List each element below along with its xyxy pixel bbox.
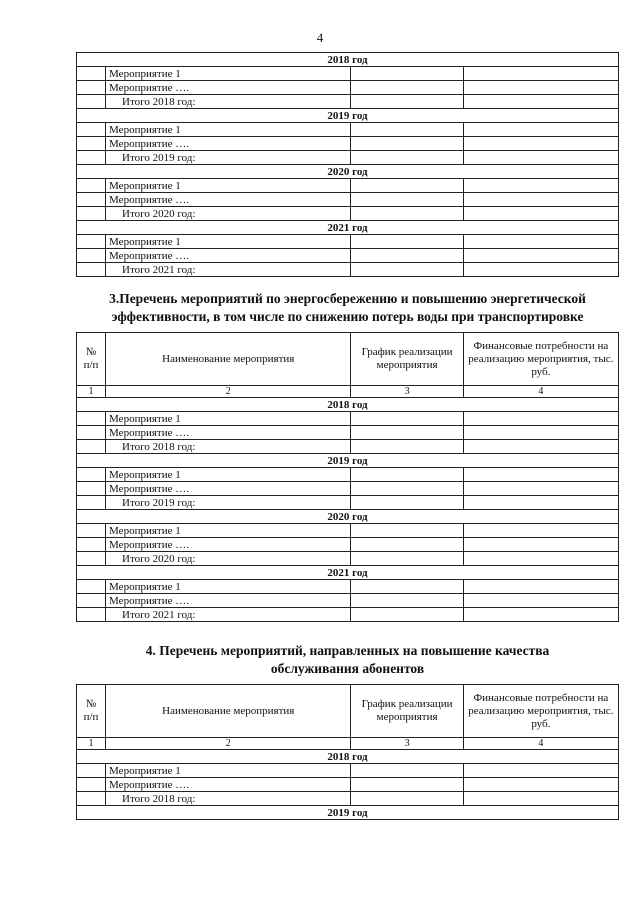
item-name: Мероприятие …. — [106, 594, 351, 608]
header-row — [77, 685, 619, 738]
cell-schedule — [351, 538, 463, 552]
cell-finance — [463, 468, 618, 482]
cell-number — [77, 792, 106, 806]
total-label: Итого 2018 год: — [106, 792, 351, 806]
header-col-number: № п/п — [77, 333, 106, 386]
year-heading: 2018 год — [77, 398, 619, 412]
item-row — [77, 524, 619, 538]
cell-schedule — [351, 263, 463, 277]
column-number: 1 — [77, 738, 106, 750]
header-col-finance: Финансовые потребности на реализацию мероприятия, тыс. руб. — [463, 685, 618, 738]
cell-number — [77, 496, 106, 510]
cell-number — [77, 95, 106, 109]
cell-finance — [463, 792, 618, 806]
column-number: 2 — [106, 386, 351, 398]
table-body — [77, 750, 619, 820]
item-name: Мероприятие 1 — [106, 412, 351, 426]
cell-number — [77, 179, 106, 193]
cell-finance — [463, 764, 618, 778]
cell-schedule — [351, 95, 463, 109]
cell-number — [77, 123, 106, 137]
year-heading: 2021 год — [77, 566, 619, 580]
year-heading: 2019 год — [77, 109, 619, 123]
total-label: Итого 2018 год: — [106, 440, 351, 454]
item-row — [77, 193, 619, 207]
cell-schedule — [351, 764, 463, 778]
year-heading: 2019 год — [77, 454, 619, 468]
column-number-row — [77, 738, 619, 750]
cell-number — [77, 778, 106, 792]
year-row — [77, 454, 619, 468]
cell-finance — [463, 496, 618, 510]
total-label: Итого 2021 год: — [106, 608, 351, 622]
total-label: Итого 2018 год: — [106, 95, 351, 109]
cell-finance — [463, 538, 618, 552]
cell-schedule — [351, 524, 463, 538]
item-name: Мероприятие 1 — [106, 524, 351, 538]
item-row — [77, 137, 619, 151]
cell-finance — [463, 81, 618, 95]
cell-number — [77, 538, 106, 552]
year-heading: 2020 год — [77, 510, 619, 524]
table-body — [77, 53, 619, 277]
header-col-name: Наименование мероприятия — [106, 685, 351, 738]
item-row — [77, 235, 619, 249]
column-number: 1 — [77, 386, 106, 398]
year-row — [77, 165, 619, 179]
item-name: Мероприятие 1 — [106, 179, 351, 193]
header-col-schedule: График реализации мероприятия — [351, 333, 463, 386]
cell-number — [77, 580, 106, 594]
cell-finance — [463, 235, 618, 249]
cell-schedule — [351, 482, 463, 496]
cell-finance — [463, 137, 618, 151]
cell-number — [77, 594, 106, 608]
cell-number — [77, 137, 106, 151]
total-row — [77, 263, 619, 277]
column-number: 2 — [106, 738, 351, 750]
cell-schedule — [351, 778, 463, 792]
total-row — [77, 608, 619, 622]
header-row — [77, 333, 619, 386]
total-row — [77, 496, 619, 510]
cell-finance — [463, 552, 618, 566]
year-heading: 2019 год — [77, 806, 619, 820]
cell-finance — [463, 95, 618, 109]
cell-finance — [463, 207, 618, 221]
item-name: Мероприятие 1 — [106, 235, 351, 249]
year-row — [77, 109, 619, 123]
item-row — [77, 81, 619, 95]
column-number: 4 — [463, 386, 618, 398]
item-name: Мероприятие 1 — [106, 67, 351, 81]
cell-finance — [463, 193, 618, 207]
cell-number — [77, 468, 106, 482]
section3-title — [76, 290, 619, 326]
total-label: Итого 2019 год: — [106, 151, 351, 165]
cell-schedule — [351, 412, 463, 426]
cell-schedule — [351, 580, 463, 594]
section4-title-line1: 4. Перечень мероприятий, направленных на повышение качества — [145, 643, 550, 658]
section3-title-line1: 3.Перечень мероприятий по энергосбережению и повышению энергетической — [109, 291, 586, 306]
cell-number — [77, 151, 106, 165]
cell-schedule — [351, 67, 463, 81]
cell-finance — [463, 123, 618, 137]
item-row — [77, 468, 619, 482]
cell-number — [77, 207, 106, 221]
cell-schedule — [351, 426, 463, 440]
cell-schedule — [351, 179, 463, 193]
cell-number — [77, 426, 106, 440]
cell-schedule — [351, 608, 463, 622]
column-number: 3 — [351, 738, 463, 750]
year-heading: 2021 год — [77, 221, 619, 235]
table-body — [77, 398, 619, 622]
item-row — [77, 179, 619, 193]
table-section3 — [76, 332, 619, 622]
cell-schedule — [351, 207, 463, 221]
cell-schedule — [351, 249, 463, 263]
cell-finance — [463, 524, 618, 538]
item-name: Мероприятие …. — [106, 538, 351, 552]
cell-finance — [463, 151, 618, 165]
cell-number — [77, 263, 106, 277]
item-name: Мероприятие …. — [106, 778, 351, 792]
item-name: Мероприятие 1 — [106, 468, 351, 482]
year-row — [77, 221, 619, 235]
year-row — [77, 750, 619, 764]
total-row — [77, 792, 619, 806]
item-name: Мероприятие 1 — [106, 580, 351, 594]
section4-title — [76, 642, 619, 678]
header-col-name: Наименование мероприятия — [106, 333, 351, 386]
item-row — [77, 594, 619, 608]
cell-number — [77, 552, 106, 566]
item-name: Мероприятие …. — [106, 426, 351, 440]
cell-schedule — [351, 193, 463, 207]
section3-title-line2: эффективности, в том числе по снижению потерь воды при транспортировке — [111, 309, 584, 324]
header-col-schedule: График реализации мероприятия — [351, 685, 463, 738]
cell-schedule — [351, 496, 463, 510]
item-row — [77, 67, 619, 81]
item-name: Мероприятие …. — [106, 81, 351, 95]
cell-number — [77, 608, 106, 622]
table-continued — [76, 52, 619, 277]
year-row — [77, 806, 619, 820]
item-row — [77, 426, 619, 440]
total-label: Итого 2021 год: — [106, 263, 351, 277]
column-number: 3 — [351, 386, 463, 398]
column-number: 4 — [463, 738, 618, 750]
total-row — [77, 95, 619, 109]
total-row — [77, 440, 619, 454]
total-label: Итого 2020 год: — [106, 552, 351, 566]
item-row — [77, 482, 619, 496]
section4-title-line2: обслуживания абонентов — [270, 661, 425, 676]
year-heading: 2020 год — [77, 165, 619, 179]
total-row — [77, 207, 619, 221]
item-name: Мероприятие …. — [106, 137, 351, 151]
table-section4 — [76, 684, 619, 820]
cell-schedule — [351, 137, 463, 151]
item-name: Мероприятие …. — [106, 249, 351, 263]
column-number-row — [77, 386, 619, 398]
header-col-finance: Финансовые потребности на реализацию мероприятия, тыс. руб. — [463, 333, 618, 386]
cell-number — [77, 67, 106, 81]
cell-number — [77, 249, 106, 263]
cell-number — [77, 482, 106, 496]
cell-schedule — [351, 440, 463, 454]
cell-number — [77, 764, 106, 778]
cell-finance — [463, 594, 618, 608]
cell-finance — [463, 608, 618, 622]
item-row — [77, 580, 619, 594]
cell-number — [77, 81, 106, 95]
item-name: Мероприятие …. — [106, 193, 351, 207]
cell-number — [77, 235, 106, 249]
cell-number — [77, 440, 106, 454]
cell-number — [77, 193, 106, 207]
cell-schedule — [351, 235, 463, 249]
item-row — [77, 778, 619, 792]
cell-finance — [463, 426, 618, 440]
header-col-number: № п/п — [77, 685, 106, 738]
item-row — [77, 123, 619, 137]
page-number: 4 — [316, 30, 324, 45]
cell-finance — [463, 412, 618, 426]
cell-schedule — [351, 123, 463, 137]
item-name: Мероприятие …. — [106, 482, 351, 496]
cell-schedule — [351, 792, 463, 806]
cell-schedule — [351, 81, 463, 95]
year-row — [77, 398, 619, 412]
item-row — [77, 412, 619, 426]
year-row — [77, 53, 619, 67]
cell-finance — [463, 440, 618, 454]
total-label: Итого 2019 год: — [106, 496, 351, 510]
item-name: Мероприятие 1 — [106, 764, 351, 778]
item-name: Мероприятие 1 — [106, 123, 351, 137]
total-row — [77, 151, 619, 165]
year-row — [77, 566, 619, 580]
cell-schedule — [351, 594, 463, 608]
total-label: Итого 2020 год: — [106, 207, 351, 221]
item-row — [77, 249, 619, 263]
cell-schedule — [351, 151, 463, 165]
year-heading: 2018 год — [77, 750, 619, 764]
item-row — [77, 538, 619, 552]
item-row — [77, 764, 619, 778]
year-heading: 2018 год — [77, 53, 619, 67]
cell-number — [77, 524, 106, 538]
total-row — [77, 552, 619, 566]
cell-schedule — [351, 552, 463, 566]
cell-number — [77, 412, 106, 426]
cell-finance — [463, 67, 618, 81]
cell-finance — [463, 778, 618, 792]
cell-finance — [463, 482, 618, 496]
cell-schedule — [351, 468, 463, 482]
cell-finance — [463, 580, 618, 594]
year-row — [77, 510, 619, 524]
cell-finance — [463, 179, 618, 193]
cell-finance — [463, 249, 618, 263]
cell-finance — [463, 263, 618, 277]
